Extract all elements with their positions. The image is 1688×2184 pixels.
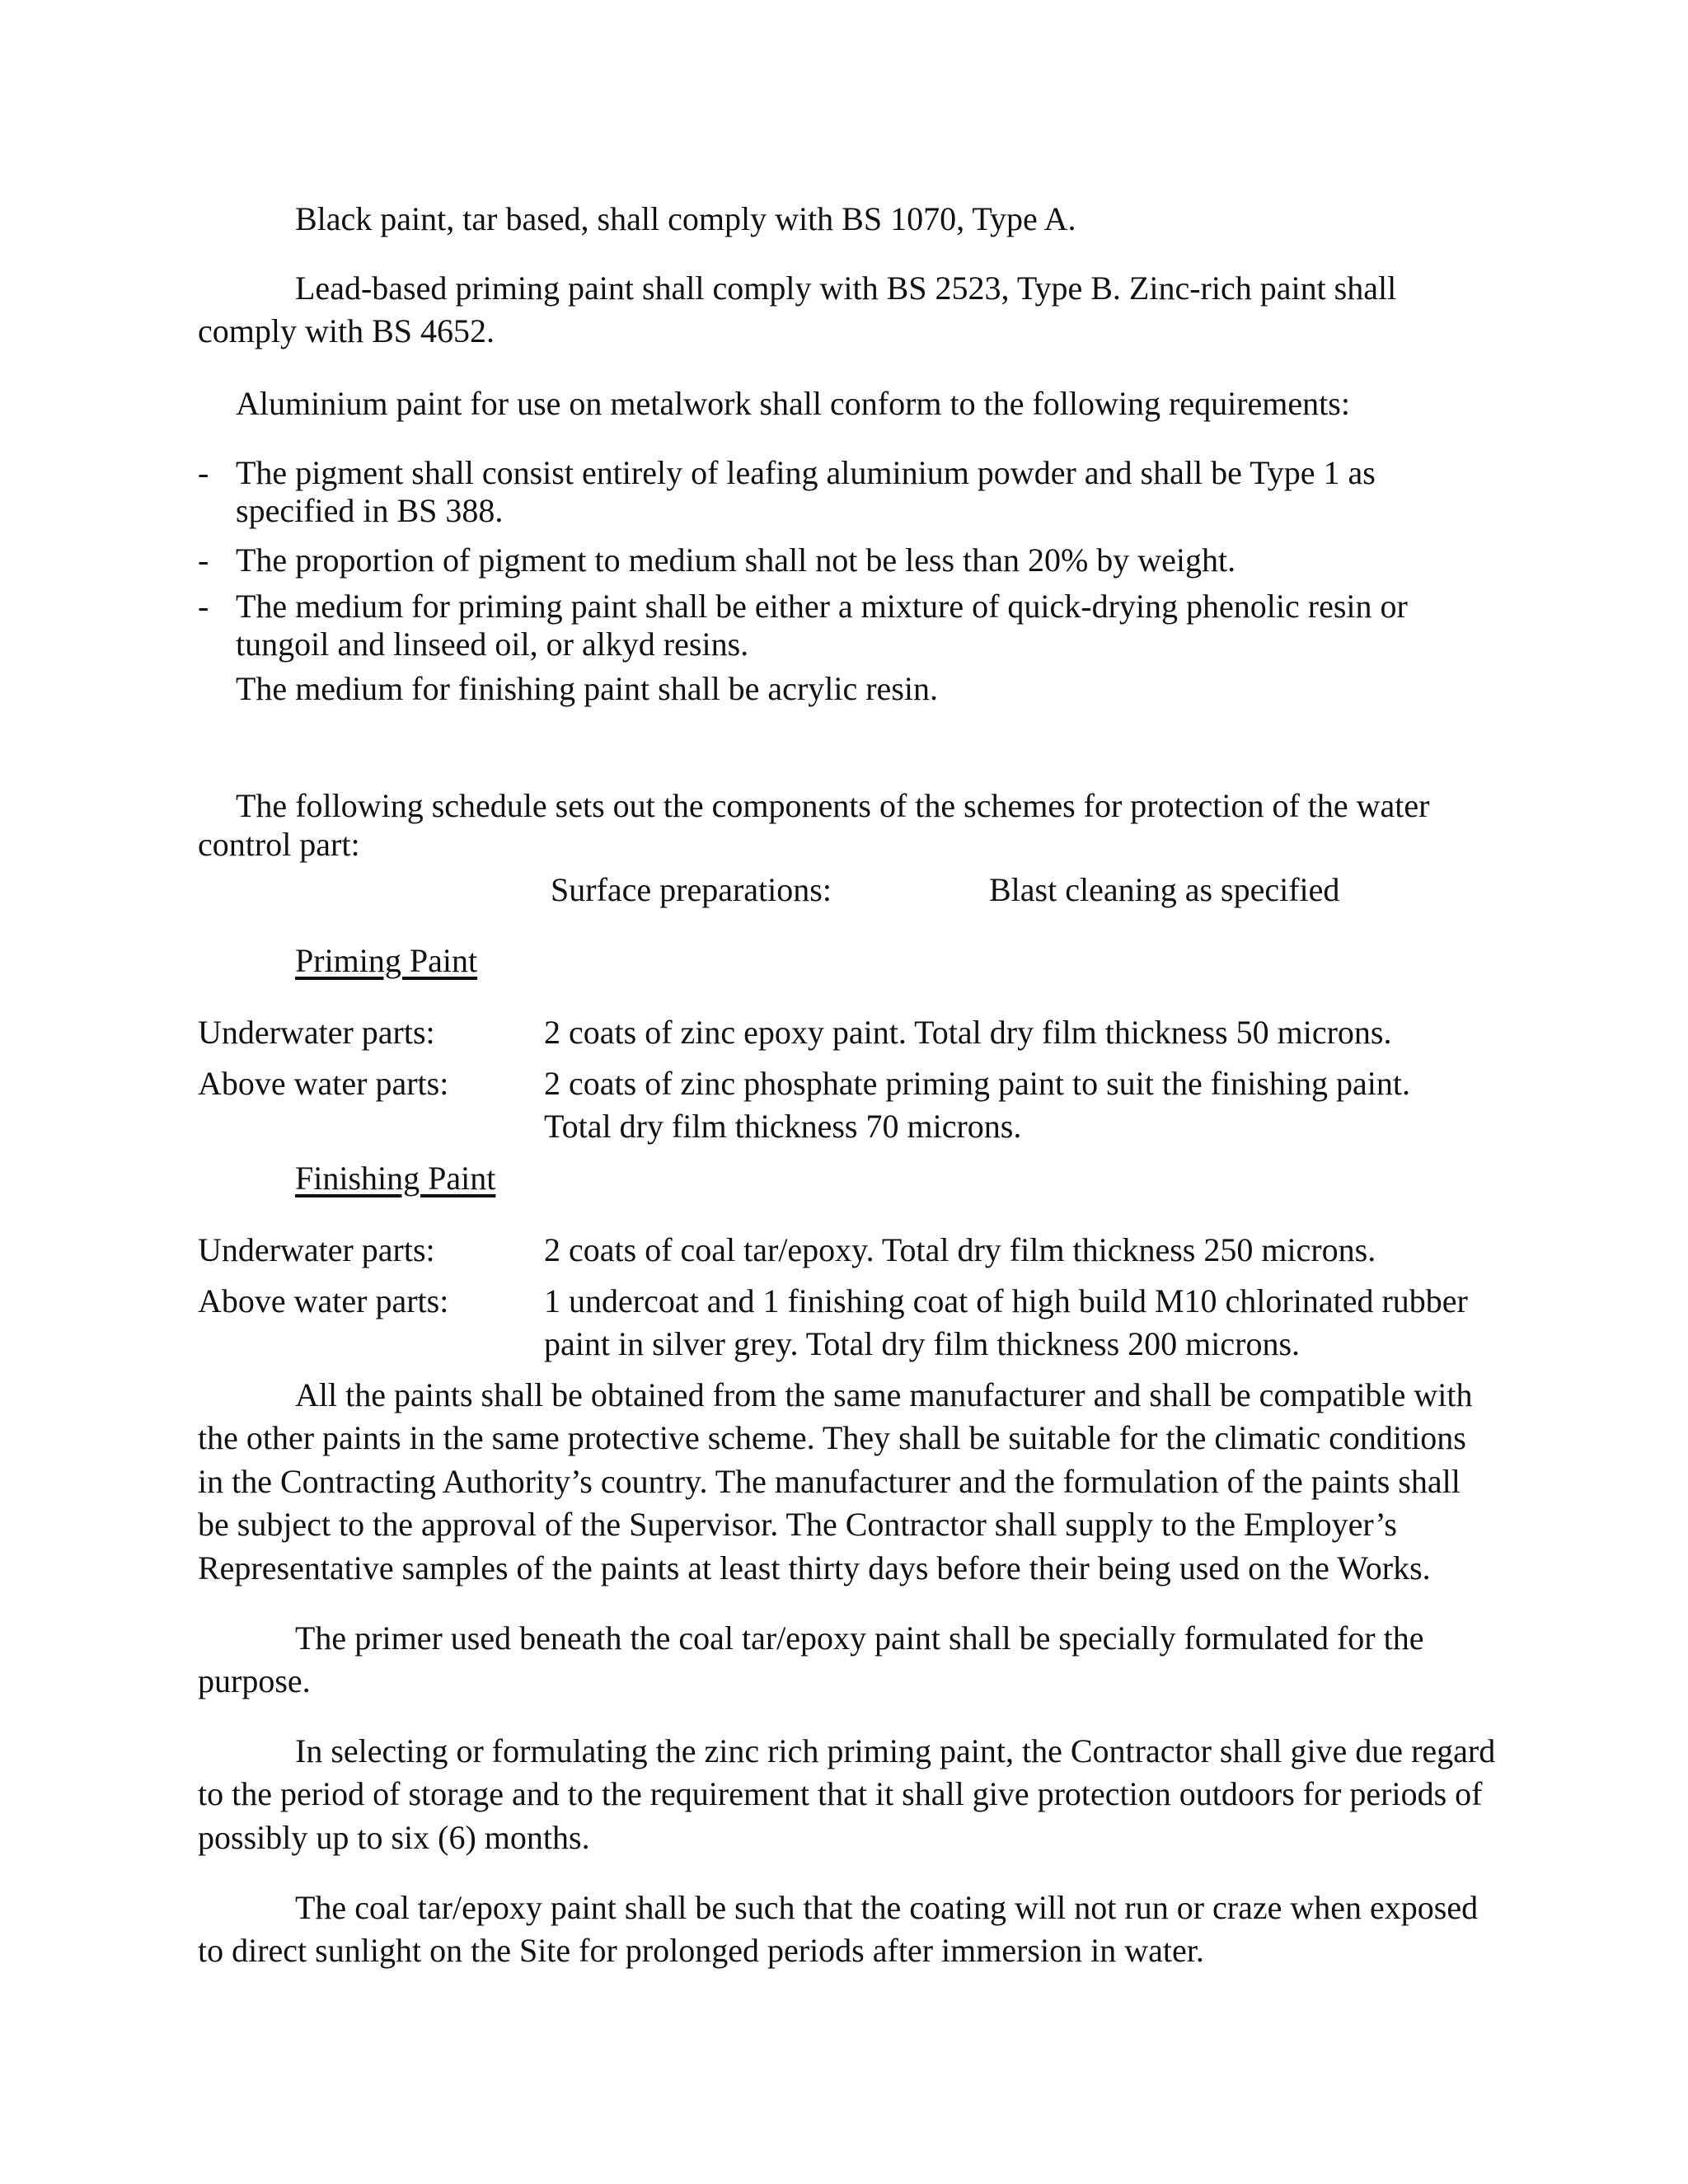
paragraph-aluminium: Aluminium paint for use on metalwork shall conform to the following requirements: bbox=[236, 385, 1350, 422]
priming-underwater-label: Underwater parts: bbox=[198, 1014, 435, 1051]
paragraph-schedule-line-1: The following schedule sets out the components of the schemes for protection of the water bbox=[236, 787, 1430, 824]
paragraph-lead-line-1: Lead-based priming paint shall comply with BS 2523, Type B. Zinc-rich paint shall bbox=[295, 269, 1397, 307]
paragraph-coal-tar-line-1: The coal tar/epoxy paint shall be such that the coating will not run or craze when exposed bbox=[295, 1889, 1479, 1926]
paragraph-coal-tar-line-2: to direct sunlight on the Site for prolonged periods after immersion in water. bbox=[198, 1932, 1204, 1969]
bullet-2: The proportion of pigment to medium shall not be less than 20% by weight. bbox=[236, 541, 1236, 579]
bullet-marker-2: - bbox=[198, 541, 209, 579]
finishing-above-value-line-2: paint in silver grey. Total dry film thickness 200 microns. bbox=[544, 1325, 1301, 1362]
paragraph-all-paints-line-3: in the Contracting Authority’s country. The manufacturer and the formulation of the paints shall bbox=[198, 1463, 1461, 1500]
bullet-3-line-2: tungoil and linseed oil, or alkyd resins. bbox=[236, 626, 749, 663]
paragraph-black-paint: Black paint, tar based, shall comply with BS 1070, Type A. bbox=[295, 200, 1076, 237]
paragraph-zinc-line-3: possibly up to six (6) months. bbox=[198, 1819, 590, 1856]
finishing-above-value-line-1: 1 undercoat and 1 finishing coat of high build M10 chlorinated rubber bbox=[544, 1282, 1468, 1319]
paragraph-all-paints-line-2: the other paints in the same protective scheme. They shall be suitable for the climatic conditions bbox=[198, 1419, 1466, 1456]
priming-paint-heading: Priming Paint bbox=[295, 942, 478, 979]
priming-above-value-line-2: Total dry film thickness 70 microns. bbox=[544, 1108, 1022, 1145]
paragraph-zinc-line-2: to the period of storage and to the requirement that it shall give protection outdoors for periods of bbox=[198, 1775, 1483, 1812]
paragraph-primer-line-2: purpose. bbox=[198, 1662, 311, 1699]
priming-above-label: Above water parts: bbox=[198, 1065, 449, 1102]
priming-above-value-line-1: 2 coats of zinc phosphate priming paint to suit the finishing paint. bbox=[544, 1065, 1410, 1102]
paragraph-lead-line-2: comply with BS 4652. bbox=[198, 312, 495, 349]
finishing-above-label: Above water parts: bbox=[198, 1282, 449, 1319]
bullet-marker-1: - bbox=[198, 454, 209, 491]
bullet-3-line-1: The medium for priming paint shall be either a mixture of quick-drying phenolic resin or bbox=[236, 588, 1408, 625]
bullet-marker-3: - bbox=[198, 588, 209, 625]
surface-preparations-value: Blast cleaning as specified bbox=[989, 871, 1340, 908]
paragraph-all-paints-line-1: All the paints shall be obtained from the same manufacturer and shall be compatible with bbox=[295, 1376, 1473, 1413]
paragraph-zinc-line-1: In selecting or formulating the zinc rich priming paint, the Contractor shall give due regard bbox=[295, 1732, 1496, 1769]
bullet-1-line-2: specified in BS 388. bbox=[236, 492, 504, 529]
finishing-paint-heading: Finishing Paint bbox=[295, 1160, 496, 1197]
paragraph-all-paints-line-4: be subject to the approval of the Supervisor. The Contractor shall supply to the Employer’s bbox=[198, 1506, 1397, 1543]
priming-underwater-value: 2 coats of zinc epoxy paint. Total dry film thickness 50 microns. bbox=[544, 1014, 1392, 1051]
paragraph-all-paints-line-5: Representative samples of the paints at least thirty days before their being used on the Works. bbox=[198, 1549, 1431, 1586]
finishing-underwater-label: Underwater parts: bbox=[198, 1231, 435, 1268]
bullet-1-line-1: The pigment shall consist entirely of leafing aluminium powder and shall be Type 1 as bbox=[236, 454, 1376, 491]
surface-preparations-label: Surface preparations: bbox=[551, 871, 832, 908]
paragraph-schedule-line-2: control part: bbox=[198, 826, 360, 863]
finishing-underwater-value: 2 coats of coal tar/epoxy. Total dry film thickness 250 microns. bbox=[544, 1231, 1376, 1268]
bullet-3-line-3: The medium for finishing paint shall be acrylic resin. bbox=[236, 670, 938, 707]
paragraph-primer-line-1: The primer used beneath the coal tar/epoxy paint shall be specially formulated for the bbox=[295, 1619, 1424, 1657]
